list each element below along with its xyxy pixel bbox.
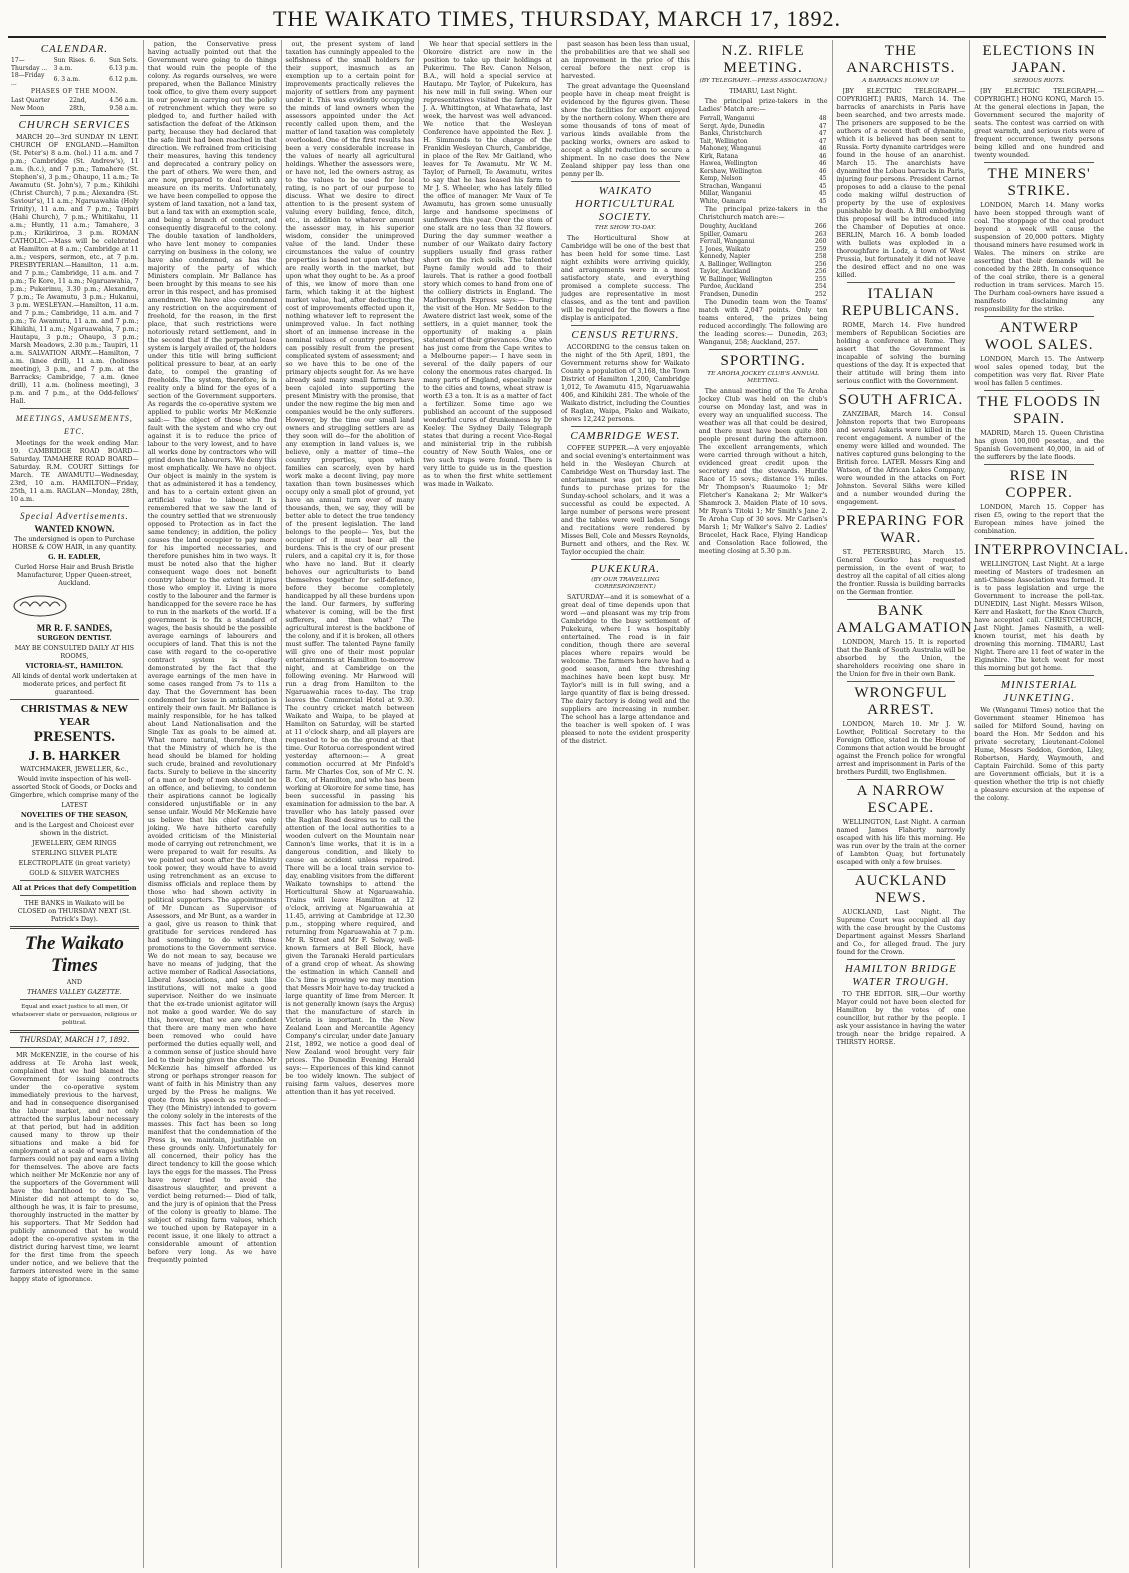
shooter-name: W. Ballinger, Wellington — [699, 275, 773, 283]
rifle-scores-table — [699, 115, 828, 205]
dentist-line-3: All kinds of dental work undertaken at moderate prices, and perfect fit guaranteed. — [11, 672, 137, 696]
calendar-sets: 9.58 a.m. — [109, 104, 138, 112]
meetings-heading: MEETINGS, AMUSEMENTS, ETC. — [15, 414, 133, 436]
shooter-score: 46 — [818, 145, 827, 152]
dentist-line-1: MAY BE CONSULTED DAILY AT HIS ROOMS, — [14, 644, 134, 660]
shooter-name: Frandsen, Dunedin — [699, 290, 759, 298]
divider — [571, 181, 680, 182]
harker-role: WATCHMAKER, JEWELLER, &c., — [20, 765, 129, 773]
shooter-name: J. Jones, Waikato — [699, 245, 751, 253]
table-row — [699, 283, 828, 291]
rifle-intro: The principal prize-takers in the Ladies' Match are:— — [698, 97, 828, 113]
divider — [10, 1030, 139, 1033]
table-row — [699, 168, 828, 176]
wrongful-arrest-heading: WRONGFUL ARREST. — [854, 685, 948, 718]
shooter-name: Tait, Wellington — [699, 137, 748, 145]
moon-table — [10, 97, 139, 112]
dentist-name: MR R. F. SANDES, — [36, 623, 112, 633]
horticultural-text: The Horticultural Show at Cambridge will be one of the best that has been held for some time. Last night exhibits were arriving quickly, and arrangements were in a most satisfactory state, and everything promised a complete success. The judges are representative in most classes, and as the tent and pavilion will be required for the flowers a fine display is anticipated. — [561, 234, 690, 322]
divider — [20, 880, 129, 881]
calendar-rises: Sun Rises. 6. 3 a.m. — [53, 57, 96, 72]
anarchists-subheading: A BARRACKS BLOWN UP. — [862, 78, 940, 84]
table-row — [699, 115, 828, 123]
narrow-escape-text: WELLINGTON, Last Night. A carman named James Flaherty narrowly escaped with his life this morning. He was run over by the train at the corner of Lambton Quay, but fortunately escaped with only a few bruises. — [836, 818, 966, 866]
column-7 — [833, 40, 978, 1568]
preparing-for-war-text: ST. PETERSBURG, March 15. General Gourko has requested permission, in the event of war, to destroy all the capital of all cities along the frontier. Russia is building barracks on the German frontier. — [836, 548, 966, 596]
preparing-for-war-heading: PREPARING FOR WAR. — [836, 513, 965, 546]
pukekura-subheading: (BY OUR TRAVELLING CORRESPONDENT.) — [591, 577, 660, 590]
shooter-score: 47 — [818, 130, 827, 137]
shooter-score: 255 — [815, 275, 827, 283]
cambridge-west-heading: CAMBRIDGE WEST. — [570, 430, 681, 442]
calendar-rises: 22nd, — [69, 97, 87, 104]
divider — [20, 115, 129, 116]
table-row — [699, 153, 828, 161]
column-8 — [970, 40, 1129, 1568]
calendar-day: 17—Thursday ... — [11, 57, 48, 72]
shooter-score: 46 — [818, 152, 827, 160]
column-4 — [419, 40, 557, 1568]
harker-text: Would invite inspection of his well-assorted Stock of Goods, or Docks and Gingerbre, which comprise many of the — [10, 775, 139, 799]
shooter-score: 45 — [818, 175, 827, 182]
japan-elections-text: [BY ELECTRIC TELEGRAPH.—COPYRIGHT.] HONG KONG, March 15. At the general elections in Japan, the Government secured the majority of seats. The contest was carried on with great warmth, and serious riots were of frequent occurrence, twenty persons being killed and one hundred and twenty wounded. — [974, 87, 1104, 159]
table-row — [699, 175, 828, 183]
rifle-text-3: The Dunedin team won the Teams' match with 2,047 points. Only ten teams entered, the prizes being reduced accordingly. The following are the leading scores:— Dunedin, 263; Wanganui, 258; Auckland, 257. — [698, 298, 828, 346]
census-text: ACCORDING to the census taken on the night of the 5th April, 1891, the Government returns show for Waikato County a population of 3,168, the Town District of Hamilton 1,200, Cambridge 1,012, Te Awamutu 415, Ngaruawahia 406, and Kihikihi 281. The whole of the Waikato district, including the Counties of Raglan, Waipa, Piako and Waikato, shows 12,242 persons. — [561, 343, 690, 423]
dentist-line-2: VICTORIA-ST., HAMILTON. — [25, 662, 124, 670]
divider — [20, 506, 129, 507]
bank-amalgamation-heading: BANK AMALGAMATION. — [836, 603, 978, 636]
bridge-trough-text: TO THE EDITOR. SIR,—Our worthy Mayor could not have been elected for Hamilton by the votes of one councillor, but rather by the people. I ask your assistance in having the water trough near the bridge repaired. A THIRSTY HORSE. — [836, 990, 966, 1046]
shooter-name: Taylor, Auckland — [699, 268, 751, 275]
census-heading: CENSUS RETURNS. — [571, 329, 680, 341]
shooter-score: 252 — [815, 290, 827, 298]
interprovincial-text: WELLINGTON, Last Night. At a large meeting of Masters of tradesmen an anti-Chinese Association was formed. It is to pass legislation and urge the Government to increase the poll-tax. DUNEDIN, Last Night. Messrs Wilson, Kerr and Haskett, for the Knox Church, have accepted call. CHRISTCHURCH, Last Night. James Nasmith, a well-known tourist, met his death by drowning this morning. TIMARU, Last Night. There are 11 feet of water in the Eiginshire. The ketch went for most this morning but got home. — [974, 560, 1104, 672]
antwerp-wool-text: LONDON, March 15. The Antwerp wool sales opened today, but the competition was very flat. River Plate wool has fallen 5 centimes. — [974, 355, 1104, 387]
japan-elections-subheading: SERIOUS RIOTS. — [1013, 78, 1065, 84]
anarchists-heading: THE ANARCHISTS. — [846, 43, 956, 76]
calendar-day: Last Quarter — [11, 97, 51, 104]
local-news-continued: past season has been less than usual, the probabilities are that we shall see an improvement in the price of this cereal before the next crop is harvested. — [561, 40, 690, 80]
divider — [571, 559, 680, 560]
south-africa-text: ZANZIBAR, March 14. Consul Johnston reports that two Europeans and several Askaris were killed in the recent engagement. A number of the enemy were killed and wounded. The natives captured guns belonging to the British force. LATER. Messrs King and Watson, of the African Lakes Company, were wounded in the attacks on Fort Johnston. Several Sikhs were killed and a number wounded during the engagement. — [836, 410, 966, 506]
floods-spain-text: MADRID, March 15. Queen Christina has given 100,000 pesetas, and the Spanish Government 40,000, in aid of the sufferers by the late floods. — [974, 429, 1104, 461]
divider — [847, 779, 956, 780]
japan-elections-heading: ELECTIONS IN JAPAN. — [982, 43, 1096, 76]
divider — [984, 316, 1094, 317]
floods-spain-heading: THE FLOODS IN SPAIN. — [977, 394, 1102, 427]
local-news-meat-freight: The great advantage the Queensland people have in cheap meat freight is evidenced by the figures given. These show the facilities for export enjoyed by the northern colony. When there are some thousands of tons of meat of various kinds available from the packing works, owners are asked to accept a slight reduction to secure a shipment. In no case does the New Zealand shipper pay less than one penny per lb. — [561, 82, 690, 178]
shooter-score: 256 — [815, 260, 827, 268]
horticultural-subheading: THE SHOW TO-DAY. — [594, 225, 656, 231]
table-row — [699, 130, 828, 138]
newspaper-columns — [6, 40, 1129, 1568]
rifle-meeting-subheading: (BY TELEGRAPH.—PRESS ASSOCIATION.) — [699, 78, 827, 84]
divider — [847, 388, 956, 389]
tooth-icon — [10, 592, 70, 618]
editorial-continued: pation, the Conservative press having actually pointed out that the Government were going to do things that would ruin the people of the colony. As regards ourselves, we were prepared, when the Ballance Ministry took office, to give them every support in our power in carrying out the policy of retrenchment which they were so pledged to, and further hailed with satisfaction the defeat of the Atkinson party, because they had declared that the safe limit had been reached in that direction. We refrained from criticising their measures, having this tendency and deprecated a contrary policy on the part of others. We were then, and are now, prepared to deal with any measure on its merits. Unfortunately, we have been compelled to oppose the system of land taxation, not a land tax, but a land tax with an exemption scale, and being a branch of contract, and consequently disgraceful to the colony. The double taxation of landholders, who have lent money to companies carrying on business in the colony, we have also condemned, as has the majority of the party of which Ministers complain. Mr Ballance has been brought by this means to see his error in this respect, and has promised amendment. We have also condemned any restriction on the acquirement of freehold, for the reason, in the first place, that such restrictions were notoriously retard settlement, and in the second that if the perpetual lease system is largely availed of, the holders under this title will bring sufficient political pressure to bear, at an early date, to compel the granting of freeholds. The system, therefore, is in reality only a blind for the eyes of a section of the Government supporters. As regards the co-operative system we applied to public works Mr McKenzie said:— The object of those who find fault with the system and who cry out against it is to reduce the price of labour to the very lowest, and to have all works done by contractors who will grind down the labourers. We deny this most emphatically. We have no object. Our object is mainly in the system is that as administered it has a tendency, and has to a certain extent given an artificial value to labour. It is remembered that we saw the land of the country settled that we strenuously opposed to Protection as in fact the same tendency; in addition, the policy causes the land occupier to pay more for his imported necessaries, and therefore punishes him in two ways. It must be noted also that the higher consequent wage does not benefit country labour to the extent it injures those who employ it. Living is more costly to the labourer and the farmer is handicapped for the severe race he has to run in the markets of the world. If a government is to fix a standard of wages, the basis should be the possible average earnings of labourers and occupiers of land. That this is not the case with regard to the co-operative contract system is clearly demonstrated by the fact that the average earnings of the men have in some cases ranged from 7s to 11s a day. That the Government has been condemned for issue in anticipation is entirely their own fault. Mr Ballance is mainly responsible, for he has talked about Land Nationalisation and the Single Tax as goals to be aimed at. What more natural, therefore, than that the Ministry of which he is the head should be blamed for holding such crude, brained and revolutionary facts. Surely to believe in the sincerity of a man or body of men should not be an offence, and believing, to condemn their aspirations cannot be logically considered unjustifiable or in any sense unfair. Would Mr McKenzie have us believe that his chief was only joking. We have hitherto carefully avoided criticism of the Ministerial mode of carrying out retrenchment, we were prepared to wait for results. As we pointed out soon after the Ministry took power, they would have to avoid using retrenchment as an excuse to dismiss officials and replace them by those who had shown activity in political supporters. The appointments of Mr Duncan as Supervisor of Assessors, and Mr Bunt, as a warder in a gaol, give us reason to think that gratitude for services rendered has had something to do with those promotions to the Government service. We do not mean to say, because we have no means of judging, that the active member of Radical Associations, Liberal Associations, and such like institutions, will not make a good supervisor. Neither do we insinuate that the ex-trade unionist agitator will not make a good warder. We do say this, however, that we are confident that there are many men who have been removed who could have performed the duties equally well, and a common sense of justice should have led to their being given the chance. Mr McKenzie has himself afforded us strong or perhaps stronger reason for want of faith in his Ministry than any urged by the Press he maligns. We quote from his speech as reported:— They (the Ministry) intended to govern the colony solely in the interests of the masses. This fact has been so long manifest that the condemnation of the Press is, we maintain, justifiable on these grounds only. Unfortunately for all concerned, their policy has the direct tendency to kill the goose which lays the eggs for the masses. The Press have never tried to avoid the disastrous slaughter, and prevent a verdict being returned:— Died of talk, and the jury is of opinion that the Press of the colony is greatly to blame. The subject of raising farm values, which we touched upon by Ratepayer in a recent issue, it one likely to attract a considerable amount of attention before very long. As we have frequently pointed — [147, 40, 277, 1264]
divider — [20, 999, 129, 1000]
antwerp-wool-heading: ANTWERP WOOL SALES. — [984, 320, 1094, 353]
divider — [20, 408, 129, 409]
calendar-row — [10, 105, 139, 113]
bank-amalgamation-text: LONDON, March 15. It is reported that the Bank of South Australia will be absorbed by the Union, the shareholders receiving one share in the Union for five in their own Bank. — [836, 638, 966, 678]
ministerial-junketing-heading: MINISTERIAL JUNKETING. — [1000, 679, 1078, 704]
harker-novelties: NOVELTIES OF THE SEASON, — [20, 811, 128, 819]
editorial-and-local-news: out, the present system of land taxation has cunningly appealed to the selfishness of the small holders for their support, inasmuch as an exemption up to a certain point for improvements practically relieves the majority of settlers from any payment under it. This was evidently occupying the minds of land owners when the assessors appointed under the Act recently called upon them, and the matter of land taxation was completely overlooked. One of the first results has been a very considerable increase in the values of nearly all agricultural holdings. Whether the assessors were, or have not, led the owners astray, as to the values to be used for local rating, is no part of our purpose to discuss. What we desire to direct attention to is the present system of valuing every building, fence, ditch, etc., in addition to whatever amount the assessor may, in his superior wisdom, consider the unimproved value of the land. Under these circumstances the value of country properties is based not upon what they are really worth in the market, but upon what they ought to be. As a proof of this, we know of more than one farm, which taking it at the highest market value, had, after deducting the cost of improvements effected upon it, nothing whatever left to represent the unimproved value. In fact nothing short of an immense increase in the nominal values of country properties, can possibly result from the present complicated system of assessment; and so we have this to be one of the primary objects sought for. As we have already said many small farmers have been cajoled into supporting the present Ministry with the promise, that under the new regime the big men and companies would be the only sufferers. However, by the time our small land owners and struggling settlers are as they soon will do—for the abolition of any exemption in land values is, we believe, only a matter of time—the country properties, upon which families can scarcely, even by hard work make a decent living, pay more taxation than town businesses which occupy only a small plot of ground, yet have an annual turn over of many thousands, then, we say, they will be better able to detect the true tendency of the present legislation. The land belongs to the people— Yes, but the occupier of it must bear all the burdens. This is the cry of our present rulers, and a capital cry it is, for those who have no land. But it clearly behoves our agriculturists to band themselves together for self-defence, before they become completely handicapped by all these burdens upon the land. Our farmers, by suffering whatever is coming, will be the first sufferers, and then what? The agricultural interest is the backbone of the colony, and if it is broken, all others must suffer. The talented Payne family will give one of their most popular entertainments at Hamilton to-morrow night, and at Cambridge on the following evening. Mr Harwood will run a drag from Hamilton to the Ngaruawahia races to-day. The trap leaves the Commercial Hotel at 9.30. The country cricket match between Waikato and Waipa, to be played at Hamilton on Saturday, will be started at 11 o'clock sharp, and all players are requested to be on the ground at that time. Our Rotorua correspondent wired yesterday afternoon:— A great commotion occurred at Mr Pinfold's farm. Mr Charles Cox, son of Mr C. N. B. Cox, of Hamilton, and who has been working at Okoroire for some time, has been successful in passing his examination for admission to the bar. A traveller who has lately passed over the Raglan Road desires us to call the attention of the local authorities to a wooden culvert on the Mountain near Cannon's lime works, that it is in a dangerous condition, and likely to cause an accident unless repaired. There will be a local train service to-day, enabling visitors from the different Waikato townships to attend the Horticultural Show at Ngaruawahia. Trains will leave Hamilton at 12 o'clock, arriving at Ngaruawahia at 11.45, arriving at Cambridge at 12.30 p.m., stopping where required, and returning from Ngaruawahia at 7 p.m. Mr R. Street and Mr F. Selway, well-known farmers at Bell Block, have given the Taranaki Herald particulars of a grand crop of wheat. As showing the estimation in which Cannell and Co.'s lime is growing we may mention that Messrs Moir have to-day trucked a large quantity of lime from Mercer. It is not generally known (says the Argus) that the manufacture of starch in Victoria is important. In the New Zealand Loan and Mercantile Agency Company's circular, under date January 21st, 1892, we notice a good deal of New Zealand wool brought very fair prices. The Dunedin Evening Herald says:— Experiences of this kind cannot be too widely known. The subject of raising farm values, deserves more attention than it has yet received. — [285, 40, 415, 1096]
table-row — [699, 123, 828, 131]
table-row — [699, 246, 828, 254]
shooter-name: Kemp, Nelson — [699, 175, 743, 182]
shooter-name: Pardoe, Auckland — [699, 283, 754, 290]
rifle-location: TIMARU, Last Night. — [729, 87, 798, 95]
motto: Equal and exact justice to all men, Of whatsoever state or persuasion, religious or political. — [11, 1004, 137, 1026]
shooter-score: 258 — [815, 253, 827, 260]
local-news: We hear that special settlers in the Okoroire district are now in the position to take up their holdings at Pukerimu. The Rev. Canon Nelson, B.A., will hold a special service at Hautapu. Mr Taylor, of Pukekura, has his new mill in full swing. When our representatives visited the farm of Mr J. A. Whittington, at Whatawhata, last week, the harvest was well advanced. We notice that the Wesleyan Conference have appointed the Rev. J. H. Simmonds to the charge of the Franklin Wesleyan Church, Cambridge, in place of the Rev. Mr Gaitland, who leaves for Te Awamutu. Mr W. M. Taylor, of Parnell, Te Awamutu, writes to say that he has leased his farm to Mr J. S. Wheeler, who has lately filled the office of manager. Mr Vaux of Te Awamutu, has grown some unusually large and handsome specimens of sunflowers this year. Over the stem of one stalk are no less than 32 flowers. During the day summer weather a number of our Waikato dairy factory suppliers usually find grass rather short on the rich soils. The talented Payne family would add to their laurels. That is rather a good football story which comes to hand from one of the colliery districts in England. The Marlborough Express says:— During the visit of the Hon. Mr Seddon to the Awatere district last week, some of the settlers, in a quiet manner, took the opportunity of making a plain statement of their grievances. One who has just come from the Cape writes to a Melbourne paper:— I have seen in several of the daily papers of our colony the enormous rates charged. In many parts of England, especially near to the cities and towns, wheat straw is worth £3 a ton. It is as a matter of fact a fertilizer. Some time ago we published an account of the supposed wonderful cures of drunkenness by Dr Keeley. The Sydney Daily Telegraph states that during a recent Vice-Regal and ministerial trip in the rubbish country of New South Wales, one or two such traps were found. There is very little to guide us in the question as to when the first white settlement was made in Waikato. — [423, 40, 552, 488]
table-row — [699, 198, 828, 206]
harker-item: GOLD & SILVER WATCHES — [29, 869, 120, 877]
divider — [709, 349, 818, 350]
shooter-name: Sergt. Ayde, Dunedin — [699, 122, 765, 130]
shooter-name: White, Oamaru — [699, 197, 746, 205]
wrongful-arrest-text: LONDON, March 10. Mr J. W. Lowther, Political Secretary to the Foreign Office, stated in the House of Commons that action would be brought against the French police for wrongful arrest and imprisonment in Paris of the brothers Purdill, two Englishmen. — [836, 720, 966, 776]
auckland-news-text: AUCKLAND, Last Night. The Supreme Court was occupied all day with the case brought by the Customs Department against Messrs Sharland and Co., for alleged fraud. The jury found for the Crown. — [836, 908, 966, 956]
column-2 — [144, 40, 282, 1568]
shooter-name: A. Ballinger, Wellington — [699, 260, 772, 268]
newspaper-logo: The Waikato Times — [24, 933, 124, 976]
table-row — [699, 253, 828, 261]
shooter-score: 48 — [818, 115, 827, 122]
shooter-name: Mahoney, Wanganui — [699, 145, 761, 152]
presents-title: PRESENTS. — [33, 729, 116, 745]
rifle-meeting-heading: N.Z. RIFLE MEETING. — [721, 43, 805, 76]
sporting-text: The annual meeting of the Te Aroha Jockey Club was held on the club's course on Monday last, and was in every way an unqualified success. The weather was all that could be desired, and there must have been quite 800 people present during the afternoon. The excellent arrangements, which were carried through without a hitch, evidenced great credit upon the secretary and the stewards. Hurdle Race of 15 sovs.; distance 1¾ miles. Mr Thompson's Ruaumoko 1; Mr Fletcher's Kanakana 2; Mr Walker's Shamrock 3. Maiden Plate of 10 sovs. Mr Ryan's Titoki 1; Mr Smith's Jane 2. Te Aroha Cup of 30 sovs. Mr Carlsen's Marsh 1; Mr Walker's Salvo 2. Ladies' Bracelet, Hack Race, Flying Handicap and Consolation Race followed, the meeting closing at 5.30 p.m. — [698, 387, 828, 555]
divider — [847, 282, 956, 283]
meetings-text: Meetings for the week ending Mar. 19. CAMBRIDGE ROAD BOARD—Saturday. TAMAHERE ROAD BOARD—Saturday. R.M. COURT Sittings for March. TE AWAMUTU—Wednesday, 23rd, 10 a.m. HAMILTON—Friday, 25th, 11 a.m. RAGLAN—Monday, 28th, 10 a.m. — [10, 439, 139, 503]
sporting-heading: SPORTING. — [720, 353, 806, 369]
divider — [847, 599, 956, 600]
moon-phases-heading: PHASES OF THE MOON. — [30, 88, 118, 95]
bridge-trough-heading: HAMILTON BRIDGE WATER TROUGH. — [844, 963, 957, 988]
harker-item: ELECTROPLATE (in great variety) — [18, 859, 131, 867]
cambridge-west-text: COFFEE SUPPER.—A very enjoyable and social evening's entertainment was held in the Wesleyan Church at Cambridge West on Thursday last. The entertainment was got up to raise funds to purchase prizes for the Sunday-school scholars, and it was a successful as could be expected. A large number of persons were present and the tables were well laden. Songs and recitations were rendered by Misses Bell, Cole and Messrs Reynolds, Burnett and others, and the Rev. W. Taylor occupied the chair. — [561, 444, 690, 556]
logo-sub: AND — [66, 978, 83, 986]
shooter-score: 260 — [815, 238, 827, 245]
table-row — [699, 238, 828, 246]
table-row — [699, 145, 828, 153]
calendar-day: New Moon — [11, 104, 45, 112]
dentist-role: SURGEON DENTIST. — [37, 634, 112, 642]
table-row — [699, 231, 828, 239]
divider — [571, 325, 680, 326]
shooter-name: Millar, Wanganui — [699, 190, 752, 197]
pukekura-text: SATURDAY—and it is somewhat of a great deal of time depends upon that word —and pleasant was my trip from Cambridge to the busy settlement of Pukekura, where I was hospitably entertained. The road is in fair condition, though there are several places where repairs would be welcome. The farmers here have had a good season, and the threshing machines have been kept busy. Mr Taylor's mill is in full swing, and a large quantity of flax is being dressed. The dairy factory is doing well and the suppliers are increasing in number. The school has a large attendance and the teacher is well spoken of. I was pleased to note the evident prosperity of the district. — [561, 593, 690, 745]
shooter-score: 266 — [815, 223, 827, 230]
calendar-sets: 6.12 p.m. — [109, 75, 138, 83]
ministerial-junketing-text: We (Wanganui Times) notice that the Government steamer Hinemoa has sailed for Milford Sound, having on board the Hon. Mr Seddon and his private secretary, Lieutenant-Colonel Hume, Messrs Seddon, Gordon, Liley, Robertson, Hardy, Waymouth, and Captain Fairchild. Some of this party are Government officials, but it is a question whether the trip is not chiefly a pleasure excursion at the expense of the colony. — [974, 706, 1104, 802]
harker-prices: All at Prices that defy Competition — [12, 884, 137, 892]
column-6 — [695, 40, 833, 1568]
divider — [847, 869, 956, 870]
table-row — [699, 160, 828, 168]
dateline: THURSDAY, MARCH 17, 1892. — [19, 1036, 130, 1044]
italian-republicans-heading: ITALIAN REPUBLICANS. — [841, 286, 961, 319]
logo-sub-2: THAMES VALLEY GAZETTE. — [27, 988, 122, 996]
harker-item: STERLING SILVER PLATE — [31, 849, 118, 857]
calendar-row — [10, 57, 139, 72]
shooter-score: 45 — [818, 190, 827, 197]
divider — [10, 1047, 139, 1048]
miners-strike-heading: THE MINERS' STRIKE. — [987, 166, 1091, 199]
shooter-score: 46 — [818, 167, 827, 175]
calendar-rises: 6. 3 a.m. — [53, 75, 80, 83]
column-1 — [6, 40, 144, 1568]
copper-heading: RISE IN COPPER. — [1005, 468, 1073, 501]
table-row — [699, 276, 828, 284]
shooter-score: 45 — [818, 182, 827, 190]
shooter-name: Kershaw, Wellington — [699, 167, 762, 175]
table-row — [699, 138, 828, 146]
divider — [847, 959, 956, 960]
wanted-known-text: The undersigned is open to Purchase HORSE & COW HAIR, in any quantity. — [12, 535, 137, 551]
calendar-rises: 28th, — [69, 104, 86, 112]
miners-strike-text: LONDON, March 14. Many works have been stopped through want of coal. The stoppage of the coal product beyond a week will cause the suspension of 20,000 potters. Mighty thousand miners have resumed work in Wales. The miners on strike are asserting that their demands will be conceded by the 28th. In consequence of the coal strike, there is a general reduction in tram services. March 15. The Durham coal-owners have issued a manifesto disclaiming any responsibility for the strike. — [974, 201, 1104, 313]
calendar-row — [10, 97, 139, 105]
shooter-name: Ferrall, Wanganui — [699, 115, 755, 122]
divider — [10, 926, 139, 929]
shooter-score: 46 — [818, 160, 827, 167]
masthead-rule — [8, 36, 1106, 38]
rifle-scores-table-2 — [699, 223, 828, 298]
shooter-name: Kirk, Ratana — [699, 152, 739, 160]
rifle-text-2: The principal prize-takers in the Christchurch match are:— — [698, 205, 828, 221]
banks-notice: THE BANKS in Waikato will be CLOSED on THURSDAY NEXT (St. Patrick's Day). — [17, 899, 132, 923]
table-row — [699, 261, 828, 269]
italian-republicans-text: ROME, March 14. Five hundred members of Republican Societies are holding a conference at Rome. They assert that the Government is incapable of solving the burning questions of the day. It is expected that their attitude will bring them into serious conflict with the Government. — [836, 321, 966, 385]
wanted-known-address: Curled Horse Hair and Brush Bristle Manufacturer, Upper Queen-street, Auckland. — [14, 563, 134, 587]
calendar-heading: CALENDAR. — [40, 43, 109, 55]
shooter-name: Hawea, Wellington — [699, 160, 758, 167]
calendar-sets: 4.56 a.m. — [109, 97, 138, 104]
harker-name: J. B. HARKER — [28, 749, 121, 764]
divider — [984, 538, 1094, 539]
auckland-news-heading: AUCKLAND NEWS. — [854, 873, 947, 906]
divider — [847, 681, 956, 682]
harker-item: JEWELLERY, GEM RINGS — [32, 839, 117, 847]
table-row — [699, 291, 828, 299]
shooter-score: 263 — [815, 230, 827, 238]
shooter-score: 47 — [818, 137, 827, 145]
masthead: THE WAIKATO TIMES, THURSDAY, MARCH 17, 1892. — [273, 6, 841, 31]
divider — [984, 390, 1094, 391]
shooter-score: 259 — [815, 245, 827, 253]
anarchists-text: [BY ELECTRIC TELEGRAPH.—COPYRIGHT.] PARIS, March 14. The barracks of anarchists in Paris have been searched, and two arrests made. The prisoners are supposed to be the authors of a recent theft of dynamite, which it is believed has been sent to Russia. Forty dynamite cartridges were found in the house of an anarchist. March 15. The anarchists have dynamited the Lobau barracks in Paris, injuring four persons. President Carnot proposes to add a clause to the penal code making wilful destruction of property by the use of explosives punishable by death. A Bill embodying this proposal will be introduced into the Chamber of Deputies at once. BERLIN, March 16. A bomb loaded with bullets was exploded in a thoroughfare in Lodz, a town of West Prussia, but fortunately it did not leave the desired effect and no one was killed. — [836, 87, 966, 279]
shooter-name: Kennedy, Napier — [699, 253, 751, 260]
interprovincial-heading: INTERPROVINCIAL. — [974, 542, 1129, 558]
leader-article: MR McKENZIE, in the course of his address at Te Aroha last week, complained that we had blamed the Government for issuing contracts under the co-operative system immediately previous to the harvest, and had in consequence disorganised the labour market, and not only attracted the surplus labour necessary at that period, but had in addition caused many to throw up their situations and make a bid for employment at a scale of wages which farmers could not pay and earn a living for themselves. The above are facts which neither Mr McKenzie nor any of the supporters of the Government will have the hardihood to deny. The Minister did not attempt to do so, although he was, it is fair to presume, thoroughly instructed in the matter by his supporters. That Mr Seddon had publicly announced that he would adopt the co-operative system in the district during harvest time, we learnt for the first time from the speech under notice, and we believe that the farmers interested were in the same happy state of ignorance. — [10, 1051, 139, 1283]
copper-text: LONDON, March 15. Copper has risen £5, owing to the report that the European mines have joined the combination. — [974, 503, 1104, 535]
shooter-name: Ferrall, Wanganui — [699, 238, 755, 245]
table-row — [699, 223, 828, 231]
harker-latest: LATEST — [61, 801, 88, 809]
table-row — [699, 268, 828, 276]
calendar-table — [10, 57, 139, 87]
divider — [984, 162, 1094, 163]
divider — [571, 426, 680, 427]
shooter-score: 254 — [815, 283, 827, 290]
special-ads-heading: Special Advertisements. — [19, 511, 129, 521]
wanted-known-name: G. H. EADLER, — [48, 553, 101, 561]
harker-text-2: and is the Largest and Choicest ever shown in the district. — [14, 821, 134, 837]
divider — [984, 464, 1094, 465]
calendar-row — [10, 72, 139, 87]
column-5 — [557, 40, 695, 1568]
sporting-subheading: TE AROHA JOCKEY CLUB'S ANNUAL MEETING. — [707, 371, 819, 384]
divider — [10, 699, 139, 700]
divider — [847, 509, 956, 510]
table-row — [699, 190, 828, 198]
shooter-name: Doughty, Auckland — [699, 223, 757, 230]
shooter-name: Strachan, Wanganui — [699, 182, 762, 190]
table-row — [699, 183, 828, 191]
divider — [984, 675, 1094, 676]
column-3 — [282, 40, 420, 1568]
christmas-title: CHRISTMAS & NEW YEAR — [20, 703, 129, 728]
narrow-escape-heading: A NARROW ESCAPE. — [856, 783, 946, 816]
church-services-text: MARCH 20—3rd SUNDAY IN LENT. CHURCH OF ENGLAND.—Hamilton (St. Peter's) 8 a.m. (hol.) 11 a.m. and 7 p.m.; Cambridge (St. Andrew's), 11 a.m. (h.c.), and 7 p.m.; Tamahere (St. Stephen's), 3 p.m.; Ohaupo, 11 a.m.; Te Awamutu (St. John's), 7 p.m.; Kihikihi (Christ Church), 7 p.m.; Alexandra (St. Saviour's), 11 a.m.; Ngaruawahia (Holy Trinity), 11 a.m. and 7 p.m.; Taupiri (Hahi Church), 7 p.m.; Whitikahu, 11 a.m.; Huntly, 11 a.m.; Tamahere, 3 p.m.; Kirikiriroa, 3 p.m. ROMAN CATHOLIC.—Mass will be celebrated at Hamilton at 8 a.m.; Cambridge at 11 a.m.; vespers, sermon, etc., at 7 p.m. PRESBYTERIAN.—Hamilton, 11 a.m. and 7 p.m.; Cambridge, 11 a.m. and 7 p.m.; Te Kore, 11 a.m.; Ngaruawahia, 7 p.m.; Pukerimu, 3.30 p.m.; Alexandra, 7 p.m.; Te Awamutu, 3 p.m.; Hukanui, 3 p.m. WESLEYAN.—Hamilton, 11 a.m. and 7 p.m.; Cambridge, 11 a.m. and 7 p.m.; Te Awamutu, 11 a.m. and 7 p.m.; Kihikihi, 11 a.m.; Ngaruawahia, 7 p.m.; Hautapu, 3 p.m.; Ohaupo, 3 p.m.; Marsh Meadows, 2.30 p.m.; Taupiri, 11 a.m. SALVATION ARMY.—Hamilton, 7 a.m. (knee drill), 11 a.m. (holiness meeting), 3 p.m., and 7 p.m. at the Barracks; Cambridge, 7 a.m. (knee drill), 11 a.m. (holiness meeting), 3 p.m. and 7 p.m., at the Odd-fellows' Hall. — [10, 133, 139, 405]
pukekura-heading: PUKEKURA. — [590, 563, 660, 575]
divider — [20, 895, 129, 896]
wanted-known-title: WANTED KNOWN. — [34, 524, 115, 534]
shooter-score: 47 — [818, 122, 827, 130]
church-heading: CHURCH SERVICES — [18, 119, 131, 131]
shooter-name: Spiller, Oamaru — [699, 230, 748, 238]
shooter-name: Banks, Christchurch — [699, 130, 763, 137]
calendar-sets: Sun Sets. 6.13 p.m. — [108, 57, 138, 72]
shooter-score: 45 — [818, 197, 827, 205]
shooter-score: 256 — [815, 268, 827, 275]
calendar-day: 18—Friday ... — [11, 72, 45, 87]
horticultural-heading: WAIKATO HORTICULTURAL SOCIETY. — [575, 185, 676, 223]
south-africa-heading: SOUTH AFRICA. — [838, 392, 964, 408]
